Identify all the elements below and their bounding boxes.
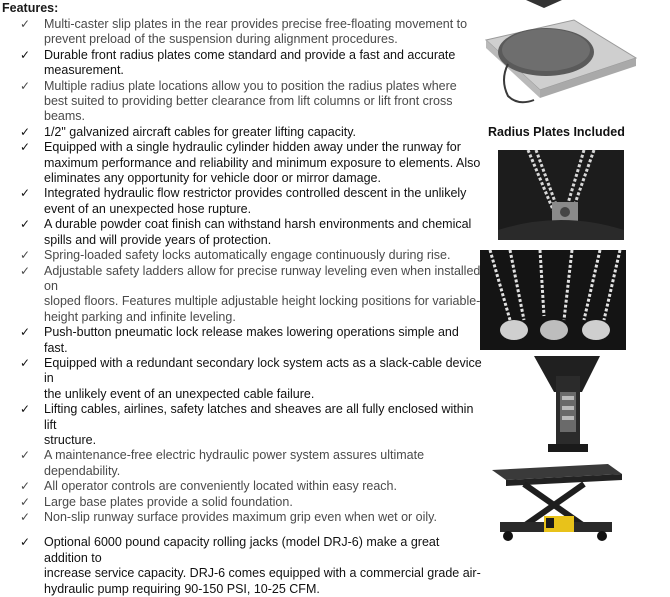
- arrow-down-icon: [526, 0, 562, 8]
- feature-text: Durable front radius plates come standard and provide a fast and accurate measurement.: [44, 47, 456, 78]
- checkmark-icon: ✓: [20, 248, 31, 263]
- feature-item: [20, 17, 482, 48]
- feature-item: [20, 125, 482, 140]
- feature-text: Equipped with a single hydraulic cylinder hidden away under the runway for maximum performance and reliability and minimum exposure to elements. Also eliminates any opportunity for vehicle door or mirror damage.: [44, 140, 481, 186]
- checkmark-icon: ✓: [20, 355, 31, 370]
- feature-item: [20, 264, 482, 326]
- checkmark-icon: ✓: [20, 47, 31, 62]
- checkmark-icon: ✓: [20, 325, 31, 340]
- features-heading: Features:: [2, 1, 59, 15]
- radius-plate-illustration: [478, 0, 638, 112]
- checkmark-icon: ✓: [20, 186, 31, 201]
- checkmark-icon: ✓: [20, 217, 31, 232]
- safety-ladder-photo: [480, 250, 626, 350]
- features-list: [20, 17, 482, 597]
- feature-item: [20, 217, 482, 248]
- feature-text: Lifting cables, airlines, safety latches and sheaves are all fully enclosed within lift structure.: [44, 402, 474, 447]
- feature-item: [20, 79, 482, 125]
- feature-item: [20, 48, 482, 79]
- feature-text: Integrated hydraulic flow restrictor provides controlled descent in the unlikely event of an unexpected hose rupture.: [44, 186, 467, 216]
- feature-text: Optional 6000 pound capacity rolling jacks (model DRJ-6) make a great addition to increase service capacity. DRJ-6 comes equipped with a commercial grade air- hydraulic pump requiring 90-150 PSI, 10-25 CFM.: [44, 535, 481, 596]
- feature-item: [20, 186, 482, 217]
- rolling-jack-illustration: [484, 460, 624, 544]
- feature-item: [20, 479, 482, 494]
- feature-text: Push-button pneumatic lock release makes lowering operations simple and fast.: [44, 325, 459, 355]
- feature-text: Adjustable safety ladders allow for precise runway leveling even when installed on sloped floors. Features multiple adjustable height locking positions for variable- height parking and infinite leveling.: [44, 263, 481, 324]
- feature-text: A maintenance-free electric hydraulic power system assures ultimate dependability.: [44, 448, 425, 478]
- rolling-jack-photo: [484, 460, 624, 544]
- checkmark-icon: ✓: [20, 263, 31, 278]
- feature-text: Equipped with a redundant secondary lock system acts as a slack-cable device in the unlikely event of an unexpected cable failure.: [44, 355, 482, 401]
- checkmark-icon: ✓: [20, 78, 31, 93]
- lift-cables-illustration: [498, 150, 624, 240]
- checkmark-icon: ✓: [20, 402, 31, 417]
- feature-item: [20, 248, 482, 263]
- feature-item: [20, 448, 482, 479]
- feature-item: [20, 325, 482, 356]
- feature-item: [20, 510, 482, 525]
- checkmark-icon: ✓: [20, 510, 31, 524]
- feature-item: [20, 140, 482, 186]
- feature-item: [20, 535, 482, 597]
- radius-plate-photo: [478, 0, 638, 112]
- feature-item: [20, 495, 482, 510]
- feature-text: Multiple radius plate locations allow you to position the radius plates where best suited to providing better clearance from lift columns or lift front cross beams.: [44, 78, 457, 124]
- checkmark-icon: ✓: [20, 494, 31, 509]
- checkmark-icon: ✓: [20, 17, 31, 31]
- checkmark-icon: ✓: [20, 448, 31, 463]
- feature-item: [20, 402, 482, 448]
- checkmark-icon: ✓: [20, 140, 31, 155]
- feature-item: [20, 356, 482, 402]
- feature-text: 1/2" galvanized aircraft cables for greater lifting capacity.: [44, 124, 356, 139]
- cables-pulleys-illustration: [480, 250, 626, 350]
- column-lock-illustration: [530, 356, 606, 454]
- radius-plates-caption: Radius Plates Included: [488, 125, 625, 139]
- checkmark-icon: ✓: [20, 479, 31, 494]
- feature-text: All operator controls are conveniently located within easy reach.: [44, 479, 397, 494]
- feature-text: Non-slip runway surface provides maximum grip even when wet or oily.: [44, 510, 437, 524]
- checkmark-icon: ✓: [20, 535, 31, 550]
- column-lock-photo: [530, 356, 606, 454]
- checkmark-icon: ✓: [20, 124, 31, 139]
- feature-text: Spring-loaded safety locks automatically engage continuously during rise.: [44, 248, 451, 263]
- feature-text: A durable powder coat finish can withstand harsh environments and chemical spills and will provide years of protection.: [44, 217, 472, 247]
- feature-text: Multi-caster slip plates in the rear provides precise free-floating movement to prevent preload of the suspension during alignment procedures.: [44, 17, 468, 47]
- lift-cables-photo: [498, 150, 624, 240]
- feature-text: Large base plates provide a solid foundation.: [44, 494, 293, 509]
